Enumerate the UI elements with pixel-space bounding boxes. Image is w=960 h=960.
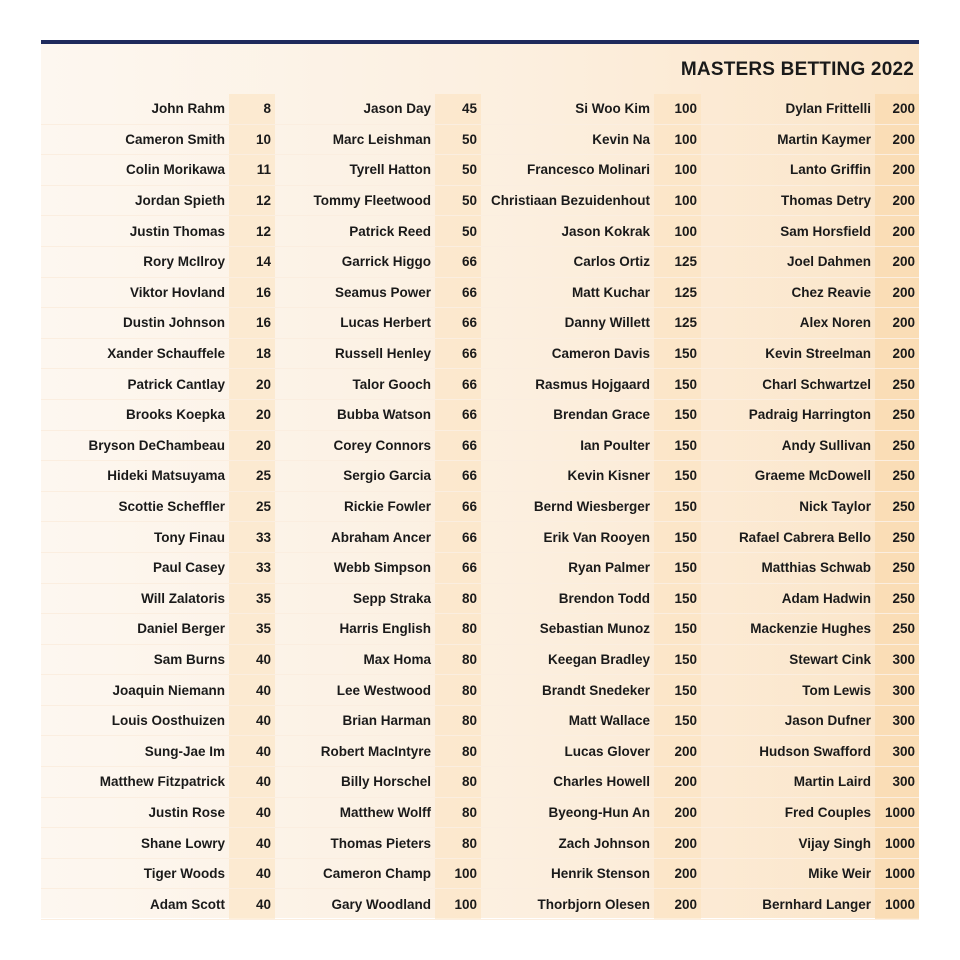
player-name: Scottie Scheffler bbox=[118, 499, 225, 515]
player-odds: 250 bbox=[875, 614, 919, 644]
player-odds: 150 bbox=[654, 492, 701, 522]
player-name: Sam Burns bbox=[153, 651, 225, 667]
player-name: John Rahm bbox=[151, 101, 225, 117]
player-name: Ian Poulter bbox=[580, 437, 650, 453]
player-name: Chez Reavie bbox=[791, 284, 871, 300]
player-odds: 200 bbox=[654, 859, 701, 889]
player-name: Louis Oosthuizen bbox=[111, 713, 225, 729]
player-odds: 150 bbox=[654, 400, 701, 430]
player-odds: 50 bbox=[435, 186, 481, 216]
player-name: Viktor Hovland bbox=[129, 284, 225, 300]
player-name: Padraig Harrington bbox=[748, 407, 871, 423]
player-name: Mackenzie Hughes bbox=[750, 621, 871, 637]
player-name: Brian Harman bbox=[342, 713, 431, 729]
odds-table bbox=[41, 94, 919, 920]
table-row bbox=[41, 431, 919, 462]
player-odds: 150 bbox=[654, 645, 701, 675]
player-odds: 200 bbox=[654, 767, 701, 797]
player-odds: 250 bbox=[875, 492, 919, 522]
player-name: Dustin Johnson bbox=[123, 315, 225, 331]
player-name: Cameron Champ bbox=[322, 866, 431, 882]
player-name: Thomas Detry bbox=[780, 193, 871, 209]
player-odds: 150 bbox=[654, 706, 701, 736]
table-row bbox=[41, 461, 919, 492]
player-odds: 150 bbox=[654, 522, 701, 552]
player-name: Nick Taylor bbox=[799, 499, 871, 515]
player-name: Lanto Griffin bbox=[790, 162, 871, 178]
player-name: Christiaan Bezuidenhout bbox=[490, 193, 650, 209]
player-name: Sergio Garcia bbox=[343, 468, 431, 484]
player-odds: 80 bbox=[435, 645, 481, 675]
player-odds: 250 bbox=[875, 369, 919, 399]
player-name: Matthew Fitzpatrick bbox=[99, 774, 225, 790]
player-odds: 50 bbox=[435, 216, 481, 246]
player-odds: 20 bbox=[229, 369, 275, 399]
player-name: Andy Sullivan bbox=[781, 437, 871, 453]
player-odds: 200 bbox=[654, 798, 701, 828]
player-odds: 300 bbox=[875, 736, 919, 766]
player-name: Jordan Spieth bbox=[134, 193, 225, 209]
player-name: Harris English bbox=[339, 621, 431, 637]
player-name: Danny Willett bbox=[564, 315, 650, 331]
player-name: Lucas Glover bbox=[564, 743, 650, 759]
player-odds: 66 bbox=[435, 247, 481, 277]
player-odds: 250 bbox=[875, 584, 919, 614]
player-odds: 250 bbox=[875, 431, 919, 461]
player-odds: 150 bbox=[654, 614, 701, 644]
player-name: Cameron Davis bbox=[551, 346, 650, 362]
player-odds: 300 bbox=[875, 675, 919, 705]
player-odds: 80 bbox=[435, 675, 481, 705]
table-row bbox=[41, 400, 919, 431]
player-name: Brendan Grace bbox=[553, 407, 650, 423]
player-odds: 1000 bbox=[875, 859, 919, 889]
player-name: Hideki Matsuyama bbox=[107, 468, 225, 484]
table-row bbox=[41, 675, 919, 706]
player-odds: 200 bbox=[654, 828, 701, 858]
player-odds: 200 bbox=[875, 247, 919, 277]
page-title: MASTERS BETTING 2022 bbox=[680, 59, 914, 80]
player-odds: 66 bbox=[435, 522, 481, 552]
player-name: Rafael Cabrera Bello bbox=[738, 529, 871, 545]
player-odds: 25 bbox=[229, 461, 275, 491]
player-odds: 200 bbox=[654, 889, 701, 919]
table-row bbox=[41, 278, 919, 309]
player-odds: 40 bbox=[229, 798, 275, 828]
player-name: Cameron Smith bbox=[125, 131, 225, 147]
player-name: Bernd Wiesberger bbox=[533, 499, 650, 515]
table-row bbox=[41, 492, 919, 523]
player-odds: 16 bbox=[229, 278, 275, 308]
player-name: Vijay Singh bbox=[798, 835, 871, 851]
player-name: Tyrell Hatton bbox=[349, 162, 431, 178]
player-odds: 40 bbox=[229, 736, 275, 766]
player-odds: 200 bbox=[875, 339, 919, 369]
table-row bbox=[41, 584, 919, 615]
player-name: Billy Horschel bbox=[340, 774, 431, 790]
player-odds: 125 bbox=[654, 308, 701, 338]
player-name: Sebastian Munoz bbox=[539, 621, 650, 637]
player-odds: 100 bbox=[654, 125, 701, 155]
player-name: Rory McIlroy bbox=[143, 254, 225, 270]
player-name: Webb Simpson bbox=[333, 560, 431, 576]
table-row bbox=[41, 859, 919, 890]
player-name: Adam Scott bbox=[149, 896, 225, 912]
player-name: Kevin Na bbox=[592, 131, 650, 147]
player-name: Si Woo Kim bbox=[575, 101, 650, 117]
table-row bbox=[41, 155, 919, 186]
player-odds: 80 bbox=[435, 584, 481, 614]
player-name: Thomas Pieters bbox=[330, 835, 431, 851]
table-row bbox=[41, 798, 919, 829]
player-name: Daniel Berger bbox=[137, 621, 225, 637]
player-name: Sepp Straka bbox=[352, 590, 431, 606]
table-row bbox=[41, 308, 919, 339]
player-name: Alex Noren bbox=[799, 315, 871, 331]
player-odds: 40 bbox=[229, 889, 275, 919]
player-odds: 18 bbox=[229, 339, 275, 369]
player-odds: 66 bbox=[435, 308, 481, 338]
player-name: Xander Schauffele bbox=[107, 346, 225, 362]
player-odds: 40 bbox=[229, 859, 275, 889]
player-name: Rickie Fowler bbox=[343, 499, 431, 515]
table-row bbox=[41, 828, 919, 859]
player-name: Dylan Frittelli bbox=[785, 101, 871, 117]
player-odds: 150 bbox=[654, 553, 701, 583]
player-odds: 80 bbox=[435, 798, 481, 828]
player-name: Corey Connors bbox=[333, 437, 431, 453]
player-name: Bubba Watson bbox=[337, 407, 431, 423]
table-row bbox=[41, 216, 919, 247]
player-odds: 100 bbox=[654, 216, 701, 246]
player-odds: 150 bbox=[654, 675, 701, 705]
player-odds: 80 bbox=[435, 828, 481, 858]
player-odds: 125 bbox=[654, 278, 701, 308]
table-row bbox=[41, 369, 919, 400]
player-odds: 66 bbox=[435, 339, 481, 369]
player-name: Tony Finau bbox=[154, 529, 225, 545]
player-odds: 40 bbox=[229, 828, 275, 858]
player-odds: 1000 bbox=[875, 828, 919, 858]
player-odds: 250 bbox=[875, 400, 919, 430]
player-odds: 150 bbox=[654, 584, 701, 614]
table-row bbox=[41, 645, 919, 676]
player-odds: 100 bbox=[435, 859, 481, 889]
player-odds: 11 bbox=[229, 155, 275, 185]
player-name: Thorbjorn Olesen bbox=[537, 896, 650, 912]
player-name: Gary Woodland bbox=[331, 896, 431, 912]
table-row bbox=[41, 706, 919, 737]
player-name: Jason Kokrak bbox=[561, 223, 650, 239]
player-odds: 66 bbox=[435, 278, 481, 308]
player-odds: 200 bbox=[875, 155, 919, 185]
player-name: Martin Kaymer bbox=[777, 131, 871, 147]
player-odds: 10 bbox=[229, 125, 275, 155]
player-odds: 66 bbox=[435, 492, 481, 522]
player-odds: 66 bbox=[435, 400, 481, 430]
table-row bbox=[41, 94, 919, 125]
player-name: Marc Leishman bbox=[332, 131, 431, 147]
player-odds: 14 bbox=[229, 247, 275, 277]
player-name: Bryson DeChambeau bbox=[88, 437, 225, 453]
player-name: Brandt Snedeker bbox=[541, 682, 650, 698]
player-name: Carlos Ortiz bbox=[573, 254, 650, 270]
player-name: Martin Laird bbox=[793, 774, 871, 790]
player-name: Seamus Power bbox=[334, 284, 431, 300]
table-row bbox=[41, 339, 919, 370]
player-name: Tiger Woods bbox=[143, 866, 225, 882]
player-odds: 16 bbox=[229, 308, 275, 338]
player-odds: 200 bbox=[875, 308, 919, 338]
player-name: Rasmus Hojgaard bbox=[535, 376, 650, 392]
table-row bbox=[41, 247, 919, 278]
player-odds: 80 bbox=[435, 706, 481, 736]
table-row bbox=[41, 522, 919, 553]
player-odds: 35 bbox=[229, 614, 275, 644]
player-name: Lee Westwood bbox=[336, 682, 431, 698]
player-name: Garrick Higgo bbox=[341, 254, 431, 270]
player-name: Ryan Palmer bbox=[568, 560, 650, 576]
player-name: Matt Wallace bbox=[568, 713, 650, 729]
table-row bbox=[41, 736, 919, 767]
table-row bbox=[41, 614, 919, 645]
player-name: Justin Rose bbox=[148, 804, 225, 820]
player-odds: 100 bbox=[654, 186, 701, 216]
player-name: Max Homa bbox=[363, 651, 431, 667]
player-odds: 40 bbox=[229, 675, 275, 705]
player-name: Jason Day bbox=[363, 101, 431, 117]
player-name: Charl Schwartzel bbox=[762, 376, 871, 392]
player-name: Joel Dahmen bbox=[786, 254, 871, 270]
player-odds: 300 bbox=[875, 645, 919, 675]
player-name: Charles Howell bbox=[553, 774, 650, 790]
player-odds: 200 bbox=[875, 186, 919, 216]
player-odds: 1000 bbox=[875, 798, 919, 828]
player-odds: 20 bbox=[229, 400, 275, 430]
player-name: Matthew Wolff bbox=[339, 804, 431, 820]
player-odds: 200 bbox=[654, 736, 701, 766]
player-odds: 150 bbox=[654, 339, 701, 369]
player-odds: 80 bbox=[435, 736, 481, 766]
player-odds: 25 bbox=[229, 492, 275, 522]
player-odds: 50 bbox=[435, 125, 481, 155]
player-name: Paul Casey bbox=[152, 560, 225, 576]
table-row bbox=[41, 125, 919, 156]
player-odds: 200 bbox=[875, 216, 919, 246]
player-odds: 250 bbox=[875, 522, 919, 552]
player-odds: 100 bbox=[654, 155, 701, 185]
player-odds: 250 bbox=[875, 461, 919, 491]
player-odds: 80 bbox=[435, 767, 481, 797]
player-name: Mike Weir bbox=[808, 866, 871, 882]
player-odds: 12 bbox=[229, 186, 275, 216]
player-name: Graeme McDowell bbox=[754, 468, 871, 484]
player-odds: 8 bbox=[229, 94, 275, 124]
player-odds: 45 bbox=[435, 94, 481, 124]
player-odds: 100 bbox=[435, 889, 481, 919]
player-name: Robert MacIntyre bbox=[320, 743, 431, 759]
player-odds: 300 bbox=[875, 706, 919, 736]
player-odds: 1000 bbox=[875, 889, 919, 919]
player-odds: 33 bbox=[229, 553, 275, 583]
player-odds: 12 bbox=[229, 216, 275, 246]
player-name: Francesco Molinari bbox=[526, 162, 650, 178]
player-name: Keegan Bradley bbox=[547, 651, 650, 667]
player-name: Kevin Streelman bbox=[765, 346, 871, 362]
player-name: Russell Henley bbox=[334, 346, 431, 362]
player-odds: 200 bbox=[875, 278, 919, 308]
player-name: Sung-Jae Im bbox=[144, 743, 225, 759]
player-name: Abraham Ancer bbox=[330, 529, 431, 545]
player-name: Patrick Reed bbox=[349, 223, 431, 239]
table-row bbox=[41, 186, 919, 217]
player-name: Will Zalatoris bbox=[141, 590, 225, 606]
player-odds: 125 bbox=[654, 247, 701, 277]
player-name: Brooks Koepka bbox=[125, 407, 225, 423]
player-name: Talor Gooch bbox=[352, 376, 431, 392]
player-name: Colin Morikawa bbox=[125, 162, 225, 178]
table-row bbox=[41, 553, 919, 584]
player-odds: 150 bbox=[654, 461, 701, 491]
player-name: Bernhard Langer bbox=[762, 896, 871, 912]
player-odds: 20 bbox=[229, 431, 275, 461]
player-odds: 50 bbox=[435, 155, 481, 185]
player-odds: 66 bbox=[435, 553, 481, 583]
player-name: Matt Kuchar bbox=[571, 284, 650, 300]
player-odds: 66 bbox=[435, 369, 481, 399]
player-odds: 80 bbox=[435, 614, 481, 644]
player-odds: 40 bbox=[229, 645, 275, 675]
player-odds: 40 bbox=[229, 706, 275, 736]
player-name: Hudson Swafford bbox=[759, 743, 871, 759]
player-odds: 35 bbox=[229, 584, 275, 614]
player-odds: 200 bbox=[875, 94, 919, 124]
player-odds: 200 bbox=[875, 125, 919, 155]
player-name: Shane Lowry bbox=[140, 835, 225, 851]
player-name: Adam Hadwin bbox=[781, 590, 871, 606]
table-row bbox=[41, 767, 919, 798]
player-odds: 250 bbox=[875, 553, 919, 583]
player-name: Erik Van Rooyen bbox=[543, 529, 650, 545]
player-name: Jason Dufner bbox=[784, 713, 871, 729]
player-odds: 300 bbox=[875, 767, 919, 797]
player-name: Henrik Stenson bbox=[550, 866, 650, 882]
player-odds: 66 bbox=[435, 431, 481, 461]
player-odds: 150 bbox=[654, 431, 701, 461]
player-name: Tommy Fleetwood bbox=[313, 193, 431, 209]
player-name: Brendon Todd bbox=[558, 590, 650, 606]
player-name: Matthias Schwab bbox=[761, 560, 871, 576]
player-name: Lucas Herbert bbox=[340, 315, 431, 331]
player-odds: 100 bbox=[654, 94, 701, 124]
player-name: Fred Couples bbox=[784, 804, 871, 820]
player-name: Kevin Kisner bbox=[567, 468, 650, 484]
player-name: Stewart Cink bbox=[789, 651, 871, 667]
player-odds: 33 bbox=[229, 522, 275, 552]
player-odds: 40 bbox=[229, 767, 275, 797]
player-name: Sam Horsfield bbox=[780, 223, 871, 239]
player-name: Zach Johnson bbox=[558, 835, 650, 851]
player-name: Joaquin Niemann bbox=[112, 682, 225, 698]
table-row bbox=[41, 889, 919, 920]
player-odds: 150 bbox=[654, 369, 701, 399]
player-name: Byeong-Hun An bbox=[548, 804, 650, 820]
player-odds: 66 bbox=[435, 461, 481, 491]
player-name: Patrick Cantlay bbox=[127, 376, 225, 392]
player-name: Tom Lewis bbox=[802, 682, 871, 698]
player-name: Justin Thomas bbox=[129, 223, 225, 239]
